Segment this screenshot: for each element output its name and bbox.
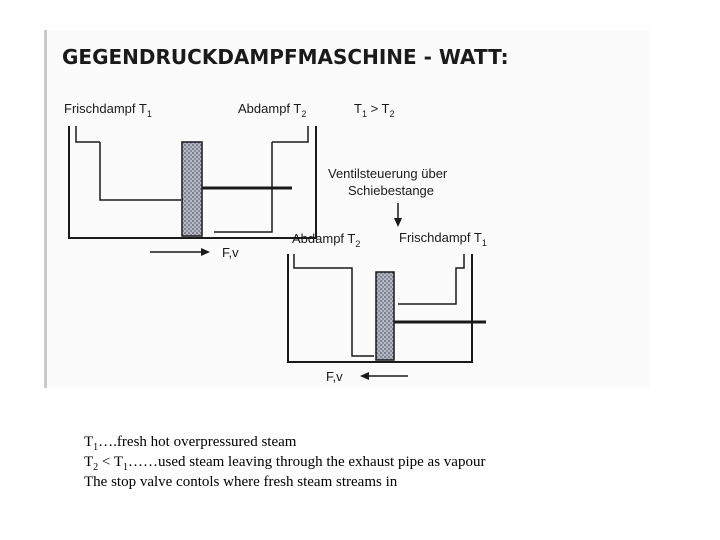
bottom-exhaust-label: Abdampf $T_2$ bbox=[292, 231, 361, 249]
bottom-force-label: F,v bbox=[326, 369, 343, 384]
control-line-2: Schiebestange bbox=[348, 183, 435, 198]
diagram-title: GEGENDRUCKDAMPFMASCHINE - WATT: bbox=[62, 45, 509, 69]
temperature-relation: $T_1 > T_2$ bbox=[354, 101, 395, 119]
bottom-force-arrow bbox=[360, 372, 408, 380]
control-arrow bbox=[394, 203, 402, 227]
top-inlet-channel bbox=[100, 142, 181, 200]
top-exhaust-pipe bbox=[272, 126, 308, 142]
top-exhaust-label: Abdampf $T_2$ bbox=[238, 101, 307, 119]
caption bbox=[84, 432, 485, 492]
top-piston bbox=[182, 142, 202, 236]
caption-line-1: $T_1\dots.fresh$ hot overpressured steam bbox=[84, 434, 297, 453]
bottom-exhaust-pipe bbox=[294, 254, 374, 356]
top-force-arrow bbox=[150, 248, 210, 256]
caption-line-2: $T_2$ < $T_1\dots\dots used$ steam leaving through the exhaust pipe as vapour bbox=[84, 454, 486, 473]
top-force-label: F,v bbox=[222, 245, 239, 260]
bottom-fresh-label: Frischdampf $T_1$ bbox=[399, 230, 487, 248]
control-line-1: Ventilsteuerung über bbox=[328, 166, 448, 181]
bottom-piston bbox=[376, 272, 394, 360]
top-fresh-pipe bbox=[76, 126, 100, 142]
top-fresh-label: Frischdampf $T_1$ bbox=[64, 101, 152, 119]
bottom-fresh-pipe bbox=[398, 254, 464, 304]
caption-line-3: The stop valve contols where fresh steam streams in bbox=[84, 474, 398, 490]
